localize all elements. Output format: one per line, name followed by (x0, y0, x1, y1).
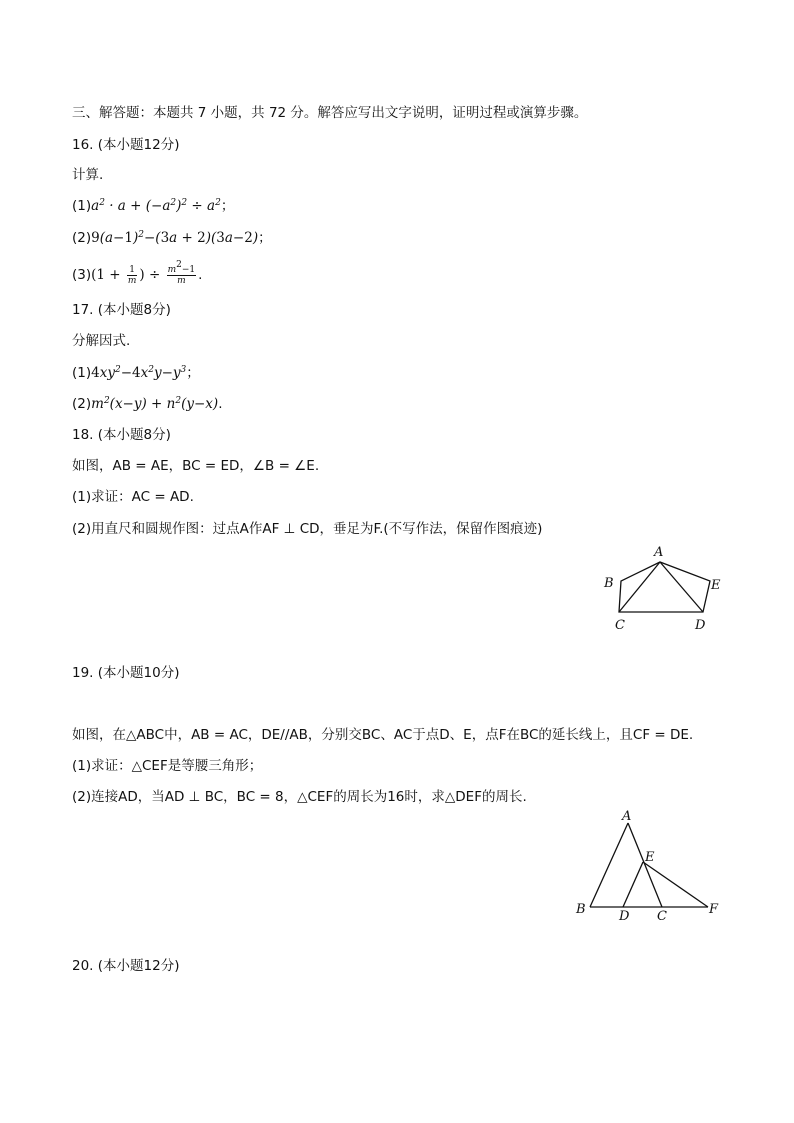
q19-segment-ac (628, 823, 662, 907)
q19-label-d: D (619, 909, 630, 924)
q16-part1-label: (1) (72, 198, 92, 214)
q18-stem: 如图，AB = AE，BC = ED，∠B = ∠E. (72, 458, 320, 474)
q18-pentagon-figure (595, 540, 730, 635)
q17-part2-expression: $m^2(x-y) + n^2(y-x)$ (91, 396, 219, 412)
q19-part1: (1)求证：△CEF是等腰三角形； (72, 758, 263, 774)
q18-label-b: B (604, 576, 614, 591)
q18-label-e: E (711, 578, 721, 593)
q19-label-b: B (576, 902, 586, 917)
q16-part3-expression: (1 + $\frac{1}{m}$ ) ÷ $\frac{m^2-1}{m}$ (91, 260, 196, 286)
q18-part2: (2)用直尺和圆规作图：过点A作AF ⊥ CD，垂足为F.(不写作法，保留作图痕迹) (72, 521, 543, 537)
q19-label-e: E (645, 850, 655, 865)
q18-header: 18. (本小题8分) (72, 427, 171, 443)
q20-header: 20. (本小题12分) (72, 958, 180, 974)
q18-part1: (1)求证：AC = AD. (72, 489, 194, 505)
q18-label-a: A (654, 545, 664, 560)
q19-segment-ab (590, 823, 628, 907)
q19-header: 19. (本小题10分) (72, 665, 180, 681)
q19-part2: (2)连接AD，当AD ⊥ BC，BC = 8，△CEF的周长为16时，求△DEF的周长. (72, 789, 527, 805)
q18-label-c: C (615, 618, 625, 633)
q17-part1-label: (1) (72, 365, 92, 381)
q16-part2-label: (2) (72, 230, 92, 246)
q17-instruction: 分解因式. (72, 333, 131, 349)
q16-part3-label: (3) (72, 267, 92, 283)
q17-part1-expression: $4xy^2-4x^2y-y^3$ (91, 365, 187, 381)
q16-part2: $(2)9(a-1)^2-(3a + 2)(3a-2)$； (72, 230, 272, 246)
q19-triangle-figure (570, 806, 725, 926)
q16-part3: (3)(1 + $\frac{1}{m}$ ) ÷ $\frac{m^2-1}{m}$ . (72, 260, 203, 286)
q18-segment-ac (619, 562, 660, 612)
q17-part2: $(2)m^2(x-y) + n^2(y-x)$. (72, 396, 223, 412)
q19-label-c: C (657, 909, 667, 924)
q16-instruction: 计算. (72, 167, 104, 183)
q16-part2-expression: $9(a-1)^2-(3a + 2)(3a-2)$ (91, 230, 259, 246)
q19-label-a: A (622, 809, 632, 824)
q16-part1: $(1)a^2 \cdot a + (-a^2)^2 \div a^2$； (72, 198, 235, 214)
q16-header: 16. (本小题12分) (72, 137, 180, 153)
q17-header: 17. (本小题8分) (72, 302, 171, 318)
q17-part1: $(1)4xy^2-4x^2y-y^3$； (72, 365, 200, 381)
q17-part2-label: (2) (72, 396, 92, 412)
q19-segment-de (623, 862, 643, 907)
section-heading: 三、解答题：本题共 7 小题，共 72 分。解答应写出文字说明，证明过程或演算步骤。 (72, 105, 588, 121)
q18-label-d: D (695, 618, 706, 633)
q19-stem: 如图，在△ABC中，AB = AC，DE//AB，分别交BC、AC于点D、E，点F在BC的延长线上，且CF = DE. (72, 727, 694, 743)
q19-label-f: F (709, 902, 719, 917)
q16-part1-expression: $a^2 \cdot a + (-a^2)^2 \div a^2$ (91, 198, 221, 214)
